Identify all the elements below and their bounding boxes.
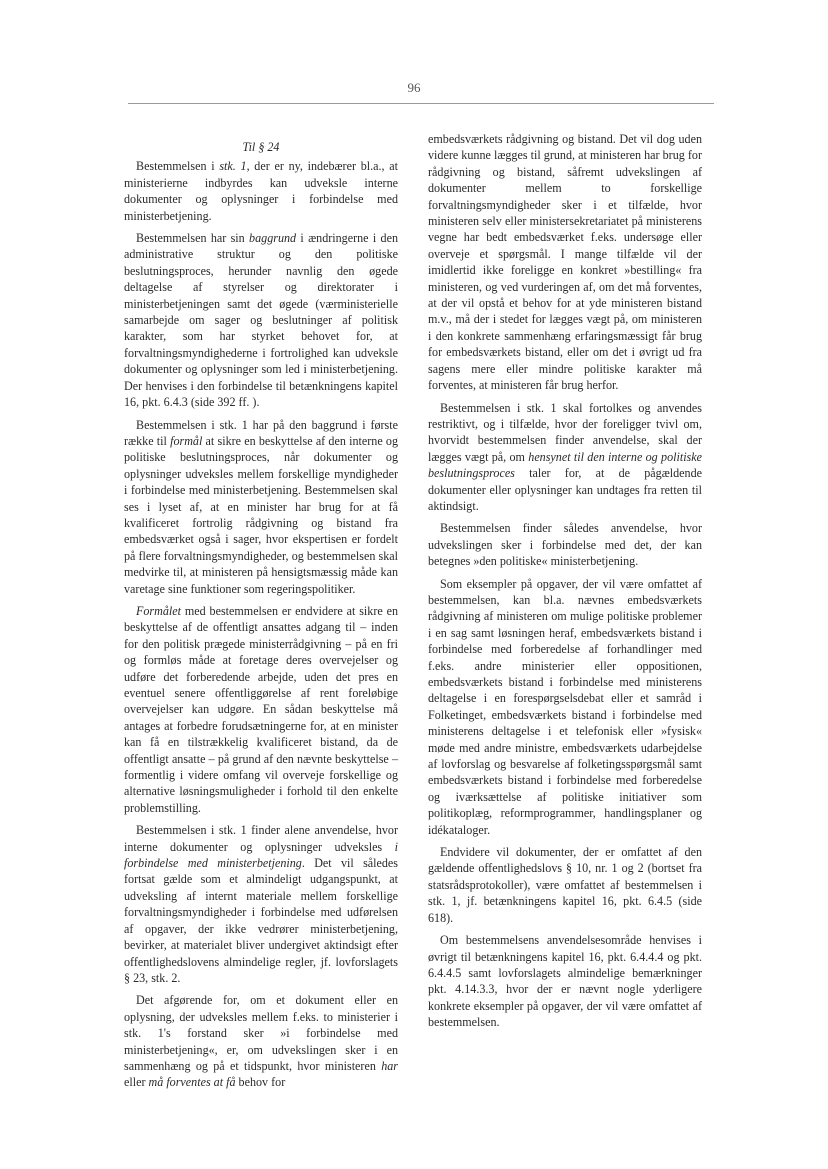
paragraph bbox=[124, 603, 398, 816]
text-run: Endvidere vil dokumenter, der er omfattet af den gældende offentlighedslovs § 10, nr. 1 og 2 (bortset fra statsrådsprotokoller), være omfattet af bestemmelsen i stk. 1, jf. betænkningens kapitel 16, pkt. 6.4.5 (side 618). bbox=[428, 845, 702, 925]
emphasized-text: må forventes at få bbox=[148, 1075, 236, 1090]
text-run: Som eksempler på opgaver, der vil være omfattet af bestemmelsen, kan bl.a. nævnes embedsværkets rådgivning af ministeren om mulige politiske problemer i en sag samt løsningen heraf, embedsværkets bistand i forbindelse med forberedelse af forhandlinger med f.eks. andre ministerier eller oppositionen, embedsværkets bistand i forbindelse med ministerens deltagelse i en forespørgselsdebat eller et samråd i Folketinget, embedsværkets bistand i forbindelse med ministerens deltagelse i et telefonisk eller »fysisk« møde med andre ministre, embedsværkets udarbejdelse af lovforslag og besvarelse af folketingsspørgsmål samt embedsværkets bistand i forbindelse med forberedelse og iværksættelse af politiske initiativer som politikoplæg, reformprogrammer, handlingsplaner og idékataloger. bbox=[428, 576, 702, 837]
text-run: med bestemmelsen er endvidere at sikre en beskyttelse af de offentligt ansattes adgang til – inden for den politisk prægede ministerrådgivning – på en fri og formløs måde at foretage deres overvejelser og udføre det forberedende arbejde, uden det pres en eventuel senere offentliggørelse af rent foreløbige overvejelser kan udgøre. En sådan beskyttelse må antages at forbedre forudsætningerne for, at en minister kan få en tilstrækkelig kvalificeret bistand, da de offentligt ansatte – på grund af den nævnte beskyttelse – formentlig i videre omfang vil overveje forskellige og alternative løsningsmuligheder i forhold til den enkelte problemstilling. bbox=[124, 603, 398, 815]
header-rule bbox=[128, 103, 714, 104]
paragraph bbox=[124, 822, 398, 986]
text-run: eller bbox=[124, 1075, 149, 1090]
text-run: Bestemmelsen i stk. 1 har på den baggrund i første række til bbox=[124, 417, 398, 448]
text-run: . Det vil således fortsat gælde som et almindeligt udgangspunkt, at udveksling af internt materiale mellem forskellige forvaltningsmyndigheder i forbindelse med udførelsen af opgaver, der ikke vedrører ministerbetjening, bevirker, at materialet bliver undergivet aktindsigt efter offentlighedslovens almindelige regler, jf. lovforslagets § 23, stk. 2. bbox=[124, 856, 398, 985]
paragraph bbox=[124, 230, 398, 410]
paragraph bbox=[428, 131, 702, 394]
text-run: Bestemmelsen finder således anvendelse, hvor udvekslingen sker i forbindelse med det, der kan betegnes »den politiske« ministerbetjening. bbox=[428, 521, 702, 569]
text-run: Bestemmelsen har sin bbox=[136, 231, 250, 246]
text-run: behov for bbox=[235, 1075, 286, 1090]
paragraph bbox=[124, 158, 398, 224]
section-heading: Til § 24 bbox=[242, 140, 280, 154]
paragraph bbox=[428, 576, 702, 839]
left-column-body bbox=[124, 158, 398, 1090]
paragraph bbox=[428, 520, 702, 569]
text-run: Det afgørende for, om et dokument eller en oplysning, der udveksles mellem f.eks. to ministerier i stk. 1's forstand sker »i forbindelse med ministerbetjening«, er, om udvekslingen sker i en sammenhæng og på et tidspunkt, hvor ministeren bbox=[124, 993, 398, 1073]
right-column bbox=[428, 131, 702, 1037]
text-run: Bestemmelsen i stk. 1 skal fortolkes og anvendes restriktivt, og i tilfælde, hvor der foreligger tvivl om, hvorvidt bestemmelsen finder anvendelse, skal der lægges vægt på, om bbox=[428, 400, 702, 464]
paragraph bbox=[428, 400, 702, 515]
text-run: embedsværkets rådgivning og bistand. Det vil dog uden videre kunne lægges til grund, at ministeren har brug for rådgivning og bistand, såfremt udvekslingen af dokumenter mellem to forskellige forvaltningsmyndigheder sker i et tilfælde, hvor ministeren selv eller ministersekretariatet på ministerens vegne har bedt embedsværket f.eks. undersøge eller overveje et spørgsmål. I mange tilfælde vil der imidlertid ikke foreligge en konkret »bestilling« fra ministeren, og ved vurderingen af, om det må forventes, at der vil opstå et behov for at yde ministeren bistand m.v., må der i stedet for lægges vægt på, om ministeren i den konkrete sammenhæng erfaringsmæssigt får brug for embedsværkets bistand, eller om det i øvrigt ud fra sagens mere eller mindre politiske karakter må forventes, at ministeren får brug herfor. bbox=[428, 132, 702, 393]
paragraph bbox=[428, 844, 702, 926]
emphasized-text: formål bbox=[170, 433, 203, 448]
emphasized-text: stk. 1 bbox=[219, 159, 247, 174]
text-run: taler for, at de pågældende dokumenter eller oplysninger kan undtages fra retten til aktindsigt. bbox=[428, 466, 702, 513]
paragraph bbox=[428, 932, 702, 1030]
text-run: Bestemmelsen i bbox=[136, 159, 220, 174]
text-run: Om bestemmelsens anvendelsesområde henvises i øvrigt til betænkningens kapitel 16, pkt. 6.4.4.4 og pkt. 6.4.4.5 samt lovforslagets almindelige bemærkninger pkt. 4.14.3.3, hvor der er nævnt nogle yderligere konkrete eksempler på opgaver, der vil være omfattet af bestemmelsen. bbox=[428, 933, 702, 1030]
text-run: at sikre en beskyttelse af den interne og politiske beslutningsproces, når dokumenter og oplysninger udveksles mellem forskellige myndigheder i forbindelse med ministerbetjening. Bestemmelsen skal ses i lyset af, at en minister har brug for at få kvalificeret fortrolig rådgivning og bistand fra embedsværket også i sager, hvor ekspertisen er fordelt på flere forvaltningsmyndigheder, og bestemmelsen skal medvirke til, at ministeren på hensigtsmæssig måde kan varetage sine funktioner som regeringspolitiker. bbox=[124, 433, 398, 596]
emphasized-text: baggrund bbox=[249, 231, 297, 246]
text-run: Bestemmelsen i stk. 1 finder alene anvendelse, hvor interne dokumenter og oplysninger udveksles bbox=[124, 823, 398, 854]
emphasized-text: hensynet til den interne og politiske beslutningsproces bbox=[428, 449, 703, 481]
text-run: , der er ny, indebærer bl.a., at ministerierne indbyrdes kan udveksle interne dokumenter og oplysninger i forbindelse med ministerbetjening. bbox=[124, 159, 398, 223]
left-column bbox=[124, 131, 398, 1097]
paragraph bbox=[124, 992, 398, 1090]
text-run: i ændringerne i den administrative struktur og den politiske beslutningsproces, herunder navnlig den øgede deltagelse af styrelser og direktorater i ministerbetjeningen samt det øgede (værministerielle samarbejde om sager og beslutninger af politisk karakter, som har styrket behovet for, at forvaltningsmyndighederne i fortrolighed kan udveksle dokumenter og oplysninger som led i ministerbetjening. Der henvises i den forbindelse til betænkningens kapitel 16, pkt. 6.4.3 (side 392 ff. ). bbox=[124, 231, 398, 410]
emphasized-text: har bbox=[381, 1058, 398, 1073]
emphasized-text: Formålet bbox=[136, 603, 182, 618]
emphasized-text: i forbindelse med ministerbetjening bbox=[124, 839, 398, 871]
page-number: 96 bbox=[407, 80, 421, 95]
right-column-body bbox=[428, 131, 702, 1031]
paragraph bbox=[124, 417, 398, 597]
